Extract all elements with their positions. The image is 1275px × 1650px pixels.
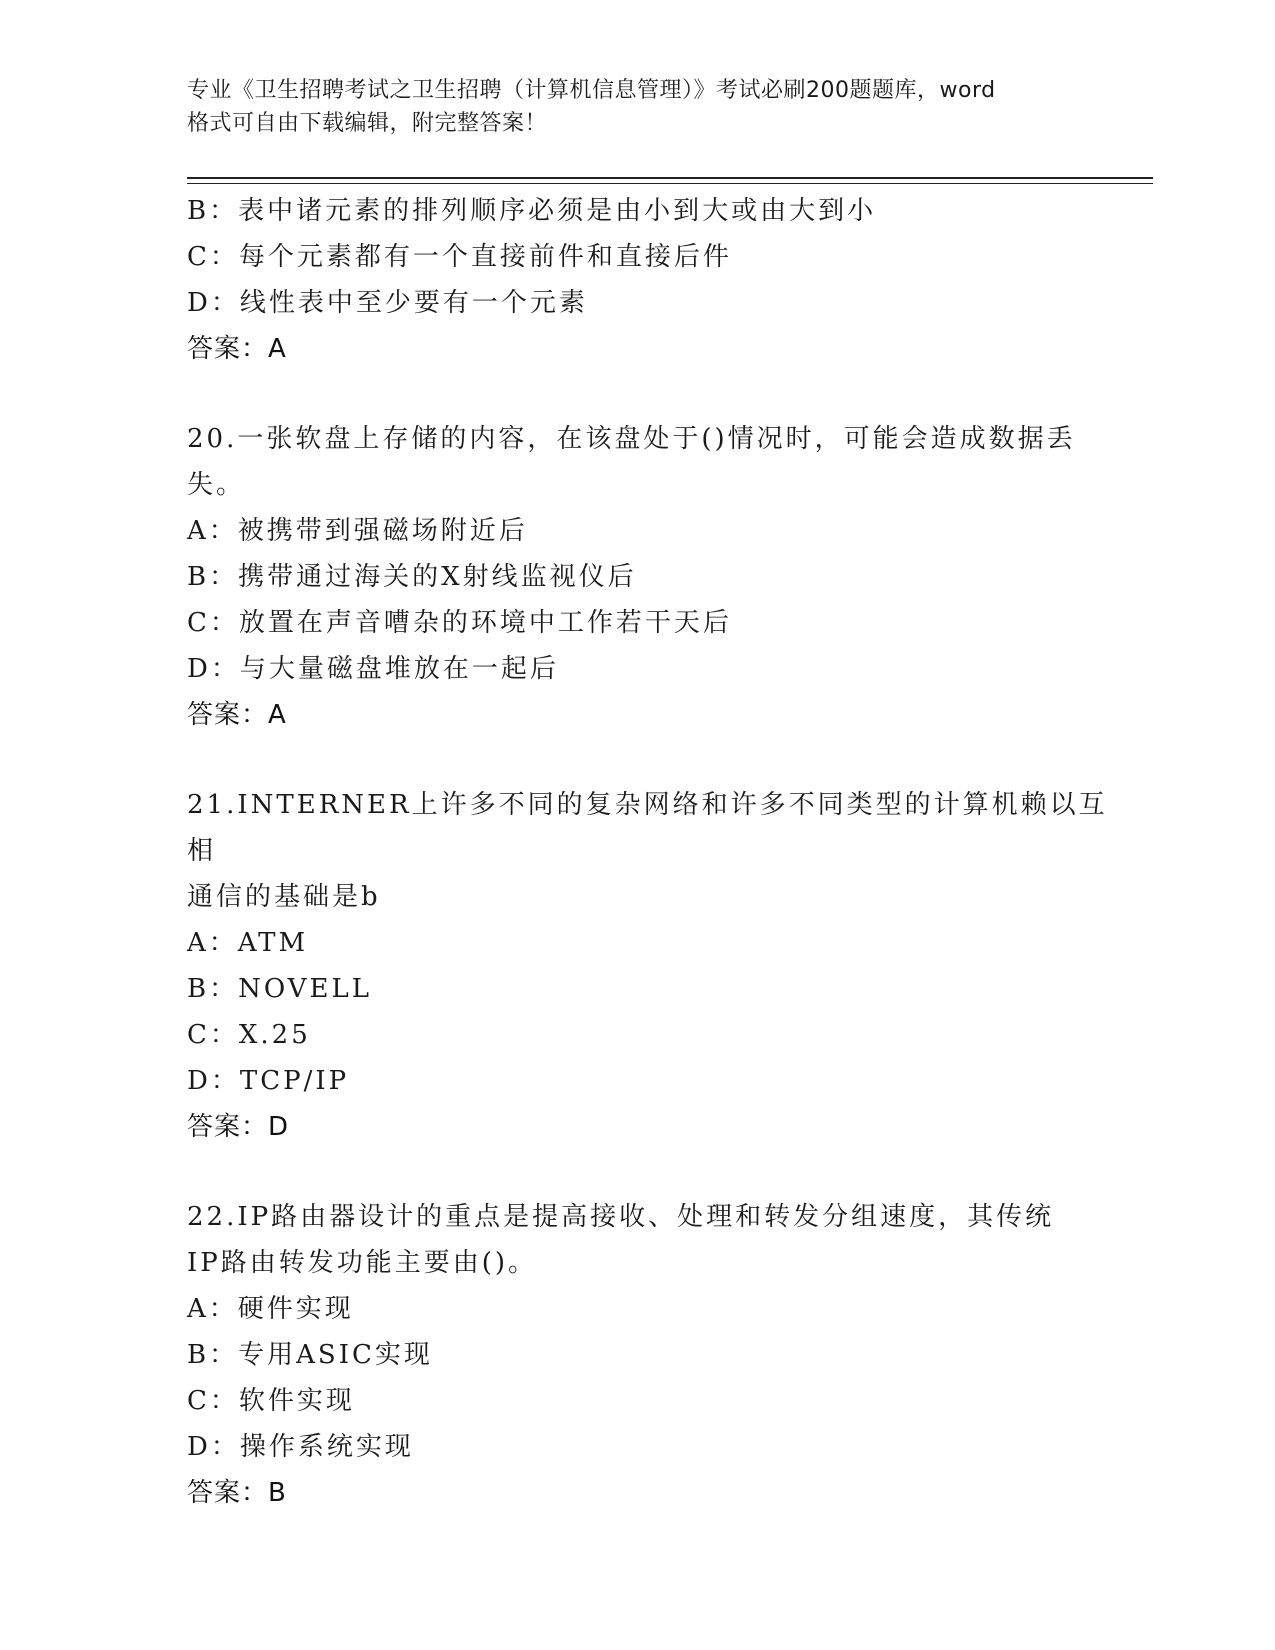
question-stem-line-2: 失。 <box>187 470 246 500</box>
option-b: B：携带通过海关的X射线监视仪后 <box>187 562 637 592</box>
option-c: C：放置在声音嘈杂的环境中工作若干天后 <box>187 608 732 638</box>
spacer <box>187 1150 1117 1194</box>
option-c: C：每个元素都有一个直接前件和直接后件 <box>187 242 732 272</box>
answer-line: 答案：B <box>187 1478 287 1508</box>
question-content <box>187 188 1117 1516</box>
option-d: D：线性表中至少要有一个元素 <box>187 288 588 318</box>
question-stem-line-1: 20.一张软盘上存储的内容，在该盘处于()情况时，可能会造成数据丢 <box>187 424 1076 454</box>
spacer <box>187 372 1117 416</box>
header-divider-thin <box>187 183 1153 184</box>
header-divider-thick <box>187 177 1153 179</box>
option-b: B：专用ASIC实现 <box>187 1340 433 1370</box>
question-19-partial <box>187 188 1117 372</box>
header-line-2: 格式可自由下载编辑，附完整答案！ <box>187 111 548 136</box>
question-stem-line-2: IP路由转发功能主要由()。 <box>187 1248 538 1278</box>
header-line-1: 专业《卫生招聘考试之卫生招聘（计算机信息管理）》考试必刷200题题库，word <box>187 78 996 103</box>
spacer <box>187 738 1117 782</box>
question-20 <box>187 416 1117 738</box>
question-stem-line-1: 22.IP路由器设计的重点是提高接收、处理和转发分组速度，其传统 <box>187 1202 1055 1232</box>
document-header <box>187 74 1077 140</box>
question-stem-line-1: 21.INTERNER上许多不同的复杂网络和许多不同类型的计算机赖以互相 <box>187 790 1108 866</box>
option-d: D：TCP/IP <box>187 1066 350 1096</box>
question-stem-line-2: 通信的基础是b <box>187 882 381 912</box>
option-b: B：表中诸元素的排列顺序必须是由小到大或由大到小 <box>187 196 877 226</box>
answer-line: 答案：D <box>187 1112 290 1142</box>
option-a: A：硬件实现 <box>187 1294 354 1324</box>
answer-line: 答案：A <box>187 334 287 364</box>
option-c: C：软件实现 <box>187 1386 355 1416</box>
question-22 <box>187 1194 1117 1516</box>
answer-line: 答案：A <box>187 700 287 730</box>
option-d: D：与大量磁盘堆放在一起后 <box>187 654 559 684</box>
option-a: A：ATM <box>187 928 309 958</box>
option-a: A：被携带到强磁场附近后 <box>187 516 528 546</box>
option-c: C：X.25 <box>187 1020 311 1050</box>
option-b: B：NOVELL <box>187 974 373 1004</box>
question-21 <box>187 782 1117 1150</box>
option-d: D：操作系统实现 <box>187 1432 414 1462</box>
